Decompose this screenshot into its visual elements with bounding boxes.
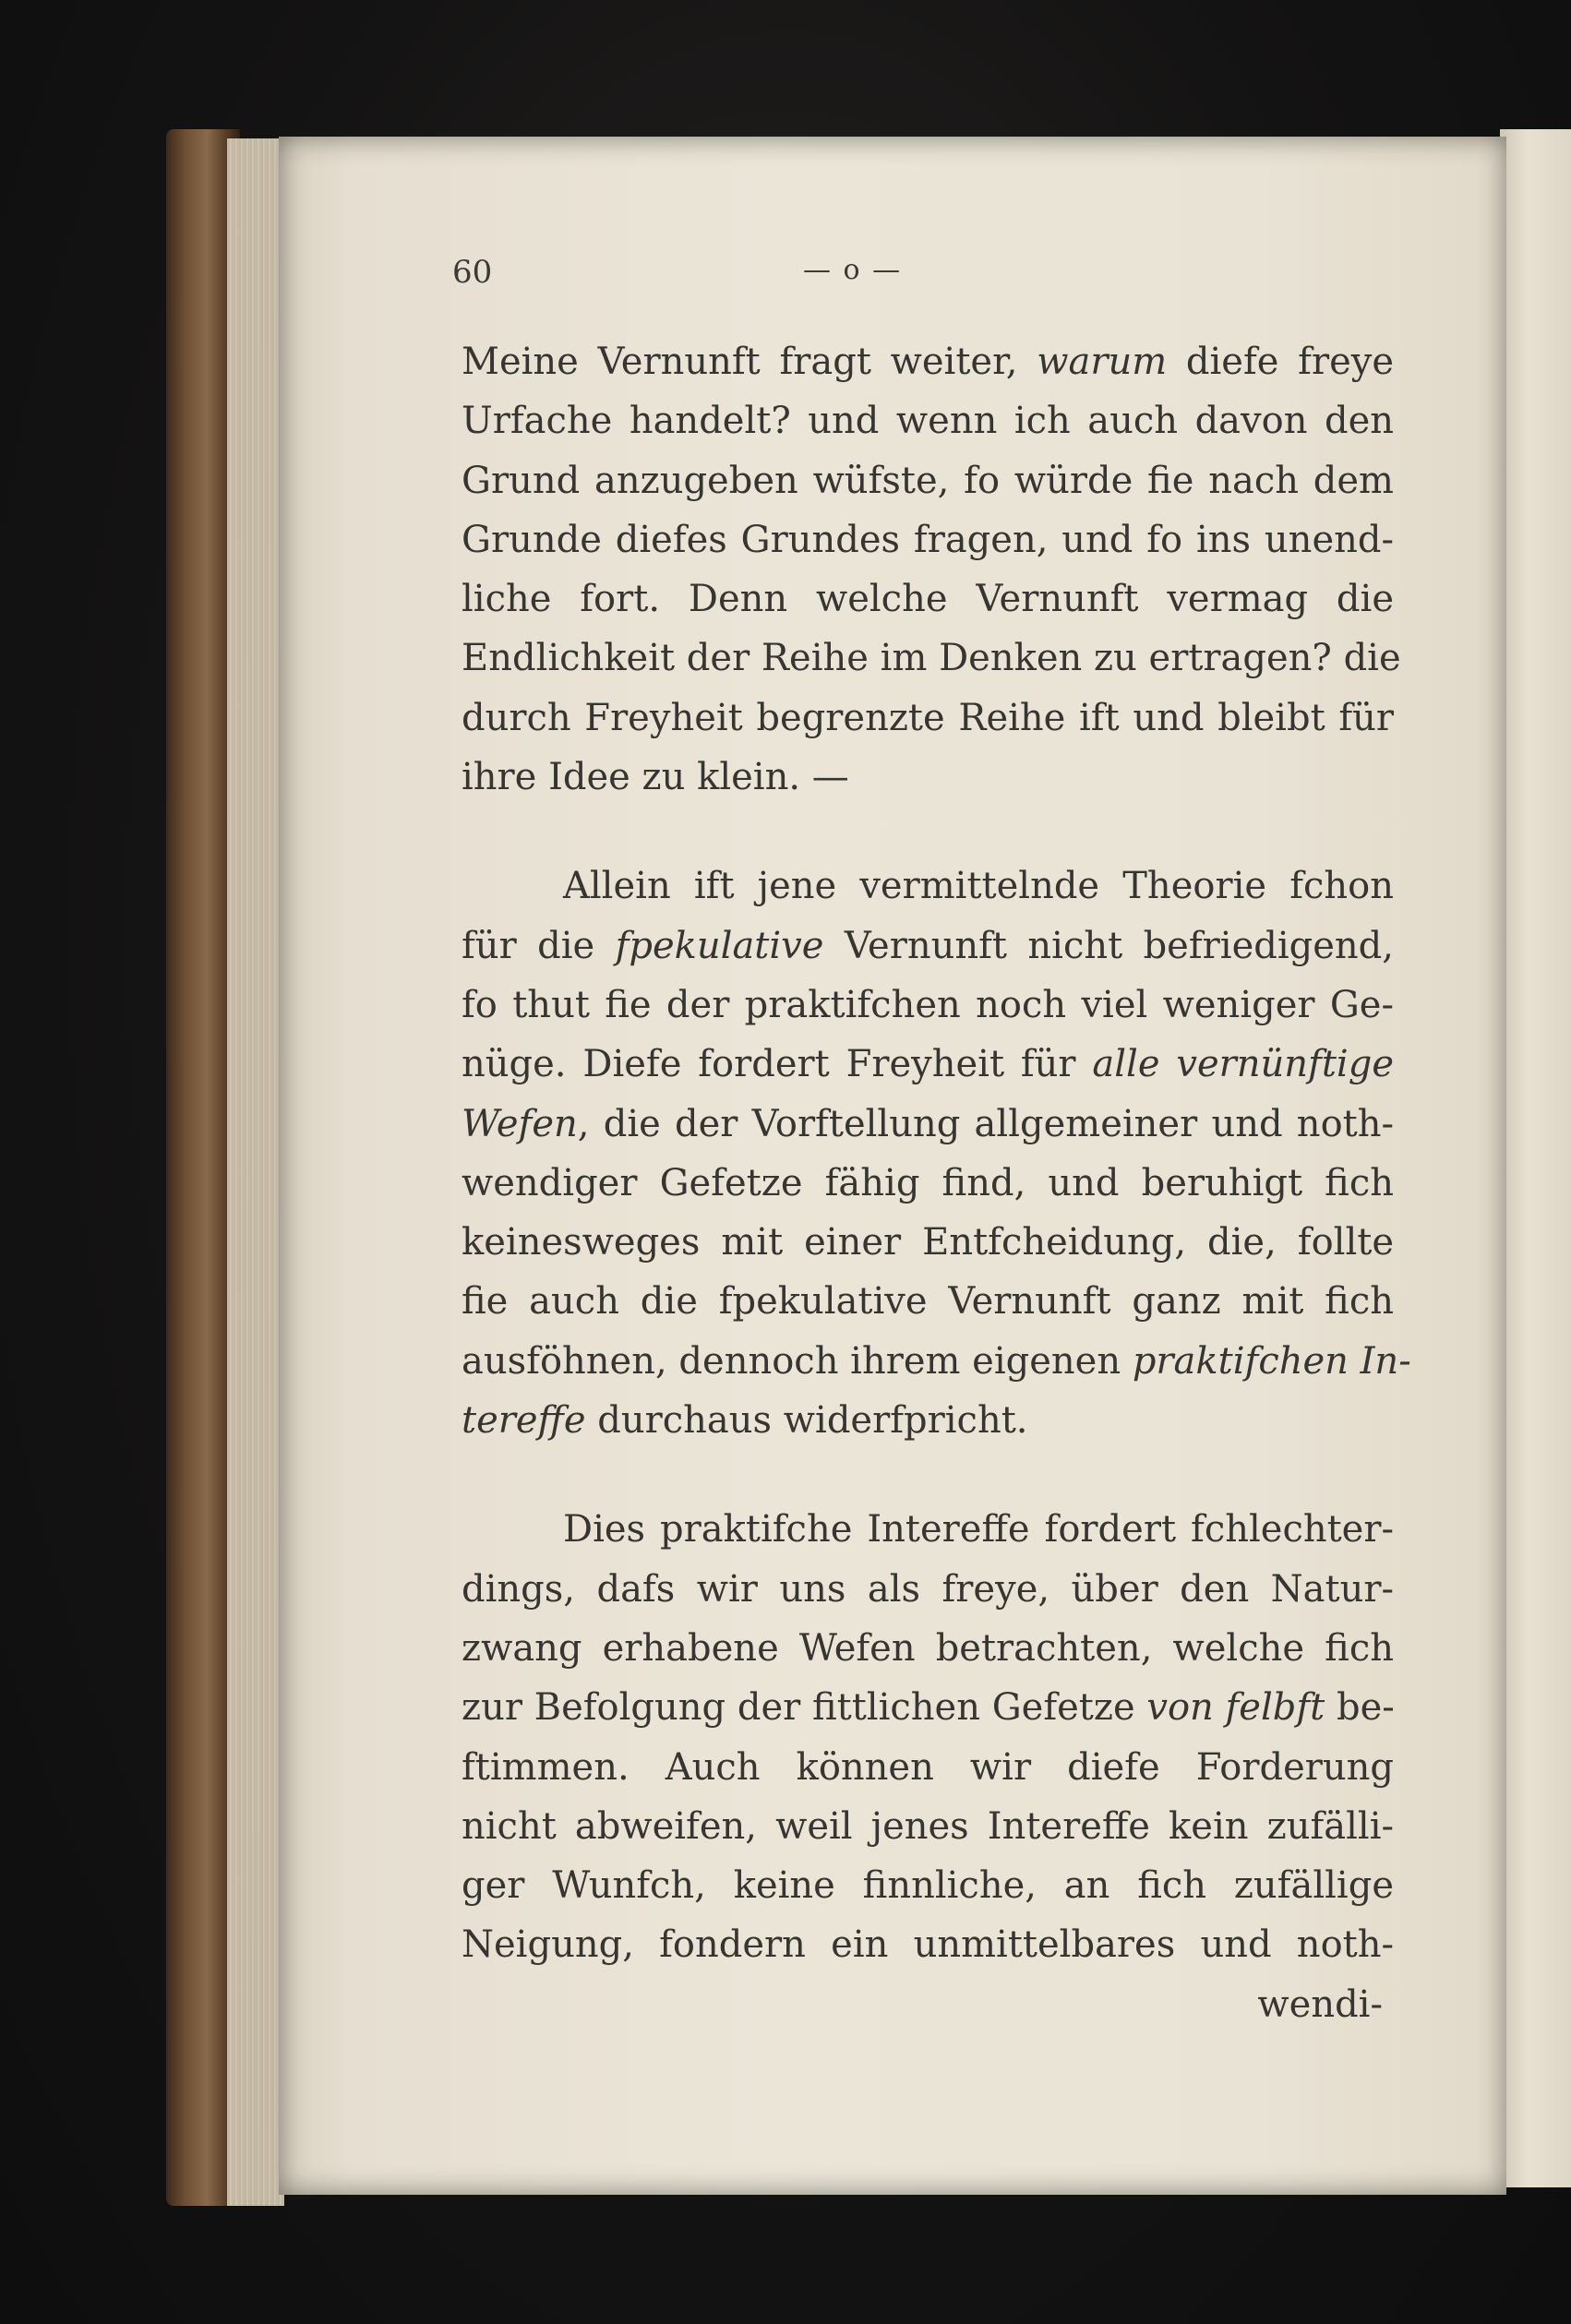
text-line: ausföhnen, dennoch ihrem eigenen praktifchen In-: [462, 1339, 1411, 1383]
text-line: Grunde diefes Grundes fragen, und fo ins unend-: [462, 518, 1394, 561]
page-header: [452, 254, 1394, 300]
italic-emphasis: praktifchen In-: [1132, 1339, 1411, 1383]
text-line: Dies praktifche Intereffe fordert fchlechter-: [563, 1508, 1394, 1551]
text-line: liche fort. Denn welche Vernunft vermag die: [462, 578, 1394, 621]
text-line: ihre Idee zu klein. —: [462, 756, 849, 799]
text-line: keinesweges mit einer Entfcheidung, die, follte: [462, 1221, 1394, 1264]
text-line: Meine Vernunft fragt weiter, warum diefe freye: [462, 341, 1395, 383]
page-edges: [227, 138, 284, 2206]
text-line: Endlichkeit der Reihe im Denken zu ertragen? die: [462, 637, 1401, 680]
body-text: [462, 332, 1411, 2034]
text-line: Grund anzugeben wüfste, fo würde fie nach dem: [462, 459, 1394, 502]
text-line: dings, dafs wir uns als freye, über den Natur-: [462, 1567, 1394, 1611]
page-number: 60: [452, 254, 493, 291]
italic-emphasis: tereffe: [462, 1399, 586, 1443]
header-ornament: — o —: [803, 254, 903, 286]
text-line: zur Befolgung der fittlichen Gefetze von felbft be-: [462, 1686, 1395, 1730]
paragraph-gap: [462, 807, 1394, 857]
text-line: nicht abweifen, weil jenes Intereffe kein zufälli-: [462, 1804, 1394, 1848]
italic-emphasis: von felbft: [1146, 1686, 1325, 1730]
text-line: nüge. Diefe fordert Freyheit für alle vernünftige: [462, 1043, 1394, 1086]
paragraph-gap: [462, 1450, 1394, 1500]
text-line: Urfache handelt? und wenn ich auch davon den: [462, 400, 1394, 443]
italic-emphasis: warum: [1037, 341, 1168, 383]
catchword: wendi-: [1257, 1983, 1383, 2026]
italic-emphasis: Wefen: [462, 1102, 578, 1145]
text-line: durch Freyheit begrenzte Reihe ift und bleibt für: [462, 696, 1394, 739]
text-line: ftimmen. Auch können wir diefe Forderung: [462, 1745, 1394, 1789]
text-line: zwang erhabene Wefen betrachten, welche fich: [462, 1626, 1394, 1670]
text-line: tereffe durchaus widerfpricht.: [462, 1399, 1028, 1443]
text-line: fo thut fie der praktifchen noch viel weniger Ge-: [462, 983, 1394, 1026]
text-line: fie auch die fpekulative Vernunft ganz mit fich: [462, 1280, 1394, 1324]
text-line: ger Wunfch, keine finnliche, an fich zufällige: [462, 1864, 1394, 1908]
text-line: für die fpekulative Vernunft nicht befriedigend,: [462, 924, 1395, 967]
text-line: Neigung, fondern ein unmittelbares und noth-: [462, 1923, 1394, 1967]
text-line: Allein ift jene vermittelnde Theorie fchon: [563, 865, 1394, 908]
facing-page-edge: [1500, 129, 1571, 2187]
italic-emphasis: fpekulative: [615, 924, 824, 967]
italic-emphasis: alle vernünftige: [1092, 1043, 1394, 1086]
text-line: Wefen, die der Vorftellung allgemeiner und noth-: [462, 1102, 1394, 1145]
text-line: wendiger Gefetze fähig find, und beruhigt fich: [462, 1161, 1394, 1204]
